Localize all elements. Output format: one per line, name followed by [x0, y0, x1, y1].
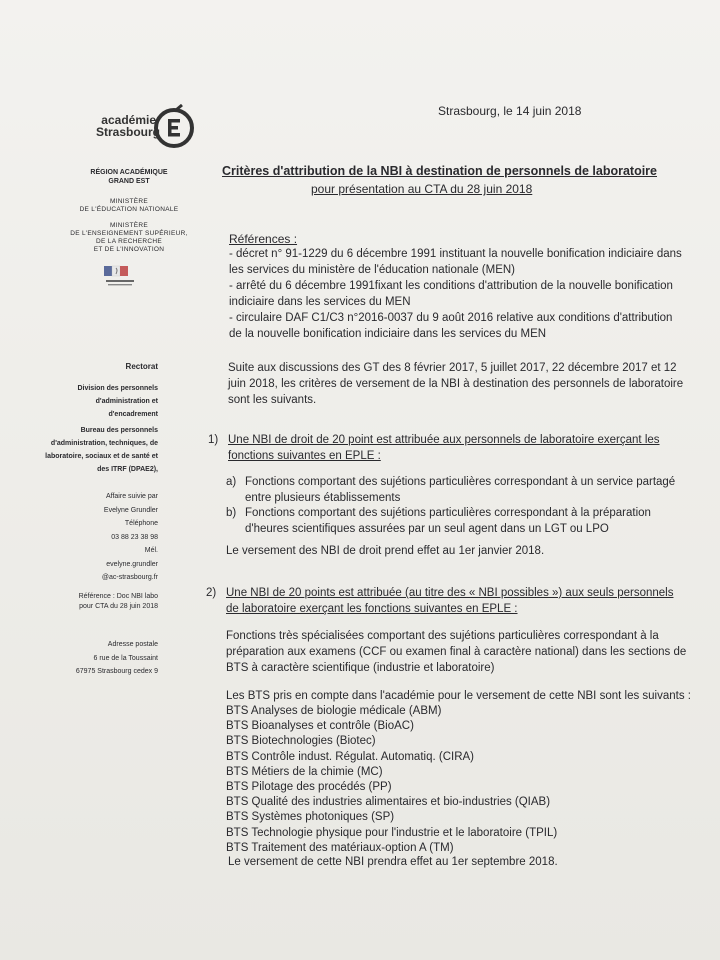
sidebar-contact — [102, 490, 158, 585]
bts-list-item: BTS Analyses de biologie médicale (ABM) — [226, 705, 442, 717]
ministry1-line2: DE L'ÉDUCATION NATIONALE — [79, 206, 179, 213]
bts-list — [226, 704, 557, 856]
section1-item-b-marker: b) — [226, 507, 237, 519]
sidebar-address — [76, 638, 158, 679]
sidebar-contact-line: Affaire suivie par — [105, 493, 158, 500]
region-label — [74, 168, 184, 186]
sidebar-rectorat: Rectorat — [125, 362, 158, 371]
intro-line: juin 2018, les critères de versement de la NBI à destination des personnels de laboratoire — [228, 378, 684, 390]
sidebar-reference-line: Référence : Doc NBI labo — [78, 593, 158, 600]
section1-item-a-marker: a) — [226, 476, 237, 488]
bts-list-item: BTS Métiers de la chimie (MC) — [226, 765, 383, 778]
bts-intro: Les BTS pris en compte dans l'académie pour le versement de cette NBI sont les suivants : — [226, 690, 691, 702]
reference-line: les services du ministère de l'éducation nationale (MEN) — [229, 264, 515, 276]
bts-list-item: BTS Bioanalyses et contrôle (BioAC) — [226, 720, 414, 733]
section2-number: 2) — [206, 587, 217, 599]
logo-text-line2: Strasbourg — [96, 125, 161, 139]
references-list — [229, 246, 682, 342]
region-line2: GRAND EST — [108, 178, 150, 185]
sidebar-contact-line: Evelyne Grundler — [103, 506, 158, 514]
ministry1-line1: MINISTÈRE — [109, 198, 149, 205]
bts-list-item: BTS Traitement des matériaux-option A (TM) — [226, 841, 454, 854]
document-date: Strasbourg, le 14 juin 2018 — [438, 104, 582, 118]
sidebar-contact-line: evelyne.grundler — [106, 560, 158, 568]
section1-item-line: entre plusieurs établissements — [245, 492, 401, 504]
sidebar-bureau — [45, 424, 158, 476]
bts-list-item: BTS Pilotage des procédés (PP) — [226, 781, 392, 794]
references-heading: Références : — [229, 232, 298, 246]
region-line1: RÉGION ACADÉMIQUE — [90, 169, 168, 176]
ministry-higher-ed — [64, 222, 194, 254]
section2-para-line: préparation aux examens (CCF ou examen final à caractère national) dans les sections de — [226, 646, 687, 658]
section2-para-line: BTS à caractère scientifique (industrie et laboratoire) — [226, 662, 495, 674]
ministry2-line3: DE LA RECHERCHE — [96, 238, 162, 245]
section1-heading — [228, 432, 660, 464]
intro-line: Suite aux discussions des GT des 8 février 2017, 5 juillet 2017, 22 décembre 2017 et 12 — [228, 362, 677, 374]
reference-line: - décret n° 91-1229 du 6 décembre 1991 instituant la nouvelle bonification indiciaire dans — [229, 248, 682, 260]
section1-item-line: d'heures scientifiques assurées par un seul agent dans un LGT ou LPO — [245, 523, 609, 535]
intro-line: sont les suivants. — [228, 394, 317, 406]
section1-heading-line: Une NBI de droit de 20 point est attribuée aux personnels de laboratoire exerçant les — [228, 434, 660, 446]
logo-text — [96, 113, 161, 139]
section1-item-line: Fonctions comportant des sujétions particulières correspondant à un service partagé — [245, 476, 676, 488]
sidebar-contact-line: 03 88 23 38 98 — [111, 533, 158, 541]
bts-list-item: BTS Systèmes photoniques (SP) — [226, 811, 395, 824]
sidebar-division-line: d'administration et — [95, 398, 158, 405]
academie-e-icon — [152, 104, 196, 148]
section1-effect: Le versement des NBI de droit prend effet au 1er janvier 2018. — [226, 545, 545, 557]
intro-paragraph — [228, 360, 683, 408]
section2-heading-line: Une NBI de 20 points est attribuée (au titre des « NBI possibles ») aux seuls personnels — [226, 587, 674, 599]
sidebar-division-line: d'encadrement — [108, 411, 158, 418]
reference-line: indiciaire dans les services du MEN — [229, 296, 411, 308]
document-subtitle: pour présentation au CTA du 28 juin 2018 — [311, 182, 533, 196]
section2-effect: Le versement de cette NBI prendra effet au 1er septembre 2018. — [228, 856, 558, 868]
section2-heading-line: de laboratoire exerçant les fonctions suivantes en EPLE : — [226, 603, 518, 615]
section1-heading-line: fonctions suivantes en EPLE : — [228, 450, 381, 462]
sidebar-reference — [79, 592, 158, 612]
reference-line: - arrêté du 6 décembre 1991fixant les conditions d'attribution de la nouvelle bonification — [229, 280, 673, 292]
sidebar-address-line: 6 rue de la Toussaint — [93, 654, 158, 662]
sidebar-contact-line: Mél. — [144, 547, 158, 554]
sidebar-address-line: 67975 Strasbourg cedex 9 — [75, 668, 158, 675]
section2-heading — [226, 585, 673, 617]
sidebar-division-line: Division des personnels — [77, 385, 158, 392]
sidebar-bureau-line: d'administration, techniques, de — [50, 440, 158, 447]
ministry2-line1: MINISTÈRE — [109, 222, 149, 229]
sidebar-address-line: Adresse postale — [107, 641, 158, 648]
section1-number: 1) — [208, 434, 219, 446]
reference-line: de la nouvelle bonification indiciaire dans les services du MEN — [229, 328, 547, 340]
section2-paragraph — [226, 628, 686, 676]
sidebar-bureau-line: laboratoire, sociaux et de santé et — [45, 453, 158, 460]
section2-para-line: Fonctions très spécialisées comportant des sujétions particulières correspondant à la — [226, 630, 659, 642]
bts-list-item: BTS Contrôle indust. Régulat. Automatiq. (CIRA) — [226, 750, 474, 763]
bts-list-item: BTS Qualité des industries alimentaires et bio-industries (QIAB) — [226, 796, 551, 809]
sidebar-bureau-line: des ITRF (DPAE2), — [97, 466, 158, 473]
academie-logo — [96, 96, 206, 166]
section1-item-line: Fonctions comportant des sujétions particulières correspondant à la préparation — [245, 507, 651, 519]
marianne-logo-icon — [104, 264, 140, 288]
ministry2-line2: DE L'ENSEIGNEMENT SUPÉRIEUR, — [70, 230, 188, 237]
ministry2-line4: ET DE L'INNOVATION — [93, 246, 165, 253]
sidebar-bureau-line: Bureau des personnels — [80, 427, 158, 434]
bts-list-item: BTS Technologie physique pour l'industrie et le laboratoire (TPIL) — [226, 826, 558, 839]
logo-text-line1: académie — [101, 113, 156, 127]
ministry-education — [64, 198, 194, 214]
sidebar-contact-line: @ac-strasbourg.fr — [101, 574, 158, 581]
sidebar-division — [77, 382, 158, 421]
section1-item-a — [245, 474, 675, 506]
sidebar-contact-line: Téléphone — [124, 520, 158, 527]
sidebar-reference-line: pour CTA du 28 juin 2018 — [79, 603, 158, 610]
section1-item-b — [245, 505, 651, 537]
reference-line: - circulaire DAF C1/C3 n°2016-0037 du 9 août 2016 relative aux conditions d'attribution — [229, 312, 673, 324]
bts-list-item: BTS Biotechnologies (Biotec) — [226, 735, 376, 748]
document-title: Critères d'attribution de la NBI à destination de personnels de laboratoire — [222, 164, 657, 178]
